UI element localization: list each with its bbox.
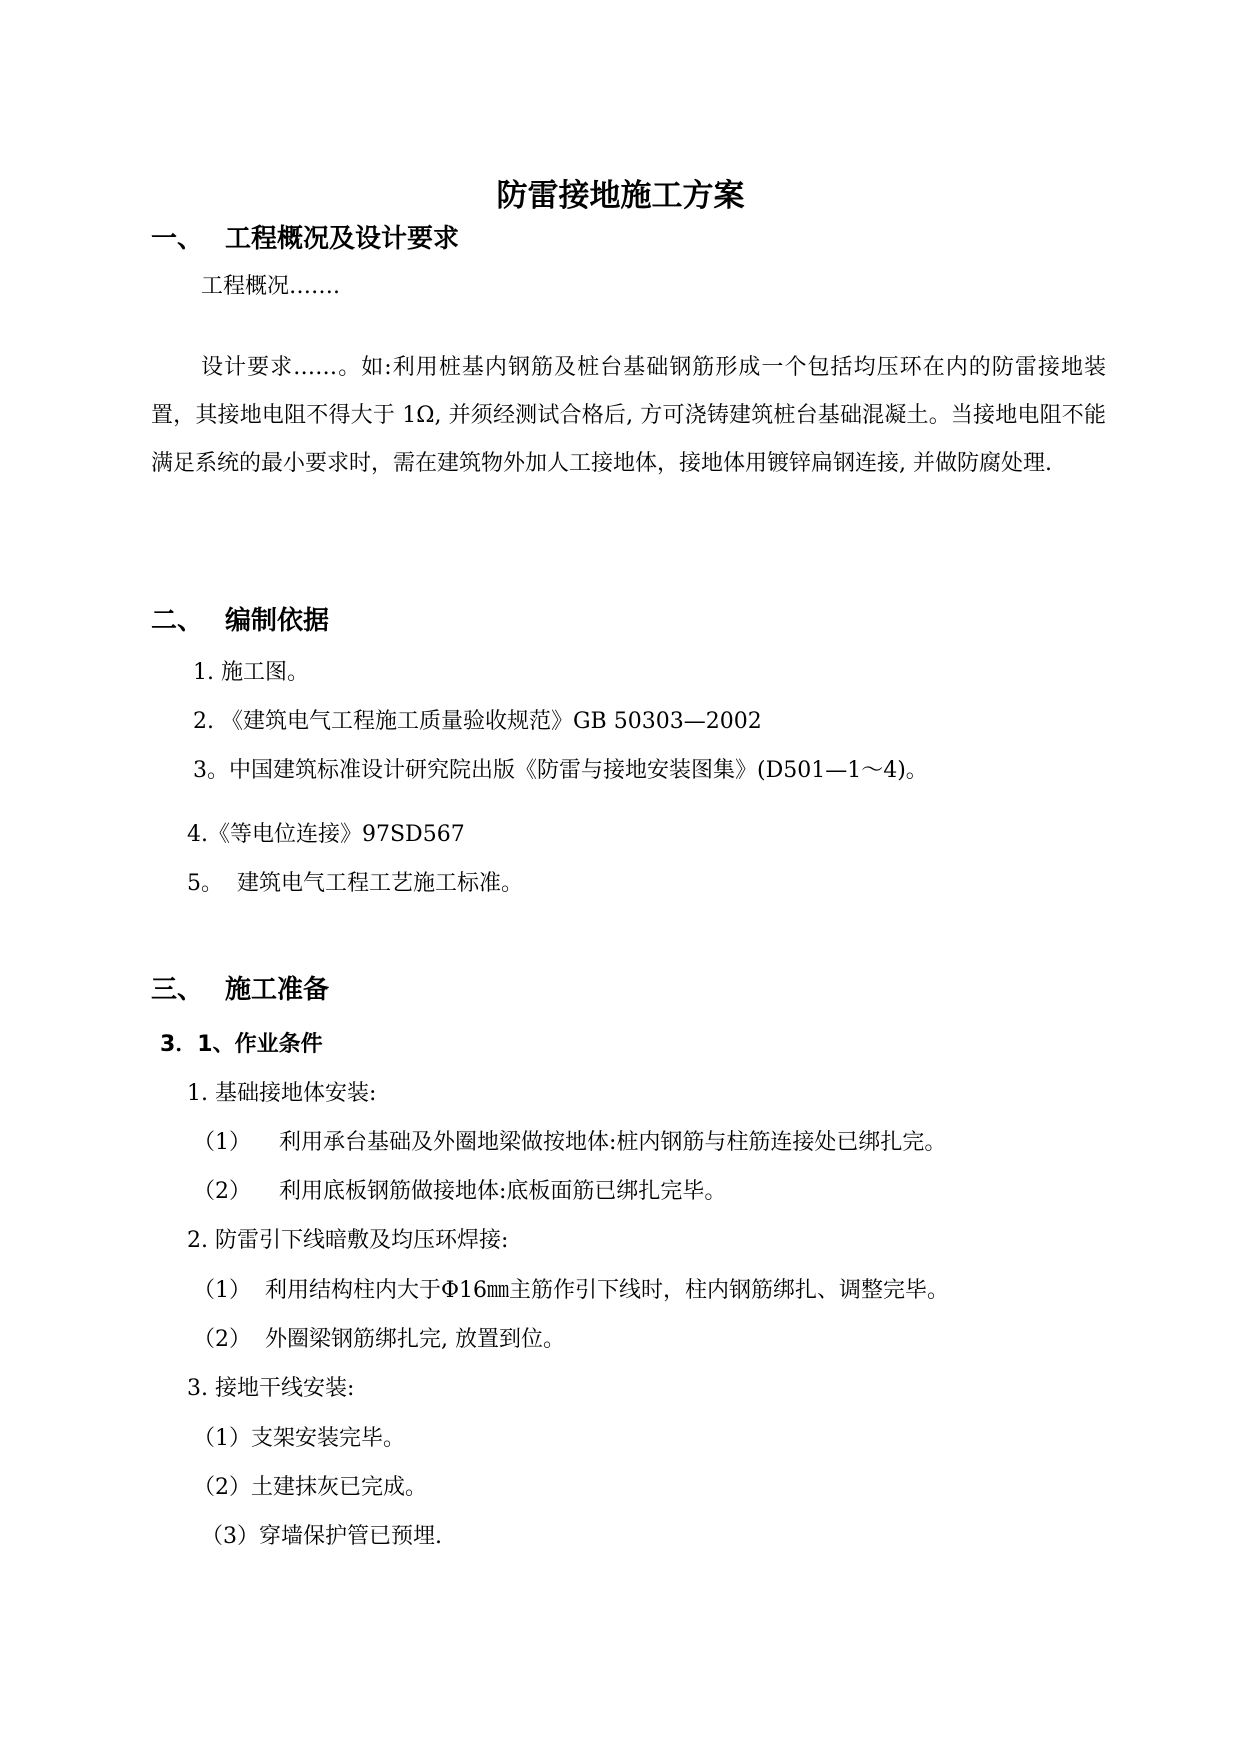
design-requirements-paragraph: 设计要求……。如:利用桩基内钢筋及桩台基础钢筋形成一个包括均压环在内的防雷接地装置，其接地电阻不得大于 1Ω, 并须经测试合格后, 方可浇铸建筑桩台基础混凝土。当接地电阻不能满足系统的最小要求时，需在建筑物外加人工接地体，接地体用镀锌扁钢连接, 并做防腐处理. bbox=[151, 355, 1106, 476]
basis-item-1: 1. 施工图。 bbox=[193, 660, 309, 685]
section-2-number: 二、 bbox=[151, 606, 204, 636]
condition-item-1-1: （1） 利用承台基础及外圈地梁做按地体:桩内钢筋与柱筋连接处已绑扎完。 bbox=[193, 1130, 947, 1155]
section-3-title: 施工准备 bbox=[225, 975, 330, 1005]
condition-item-2: 2. 防雷引下线暗敷及均压环焊接: bbox=[187, 1228, 509, 1253]
overview-text: 工程概况……. bbox=[201, 274, 340, 299]
condition-item-2-1: （1） 利用结构柱内大于Φ16㎜主筋作引下线时，柱内钢筋绑扎、调整完毕。 bbox=[193, 1278, 950, 1303]
document-title: 防雷接地施工方案 bbox=[496, 178, 745, 214]
condition-item-3-2: （2）土建抹灰已完成。 bbox=[193, 1475, 427, 1500]
condition-item-1: 1. 基础接地体安装: bbox=[187, 1081, 377, 1106]
basis-item-2: 2. 《建筑电气工程施工质量验收规范》GB 50303—2002 bbox=[193, 709, 762, 734]
basis-item-5: 5。 建筑电气工程工艺施工标准。 bbox=[187, 871, 523, 896]
condition-item-3-3: （3）穿墙保护管已预埋. bbox=[201, 1524, 442, 1549]
section-3-number: 三、 bbox=[151, 975, 204, 1005]
section-2-heading bbox=[151, 604, 751, 638]
condition-item-2-2: （2） 外圈梁钢筋绑扎完, 放置到位。 bbox=[193, 1327, 565, 1352]
section-1-title: 工程概况及设计要求 bbox=[225, 224, 460, 254]
section-1-heading bbox=[151, 222, 751, 256]
condition-item-3-1: （1）支架安装完毕。 bbox=[193, 1426, 405, 1451]
condition-item-3: 3. 接地干线安装: bbox=[187, 1376, 355, 1401]
section-1-number: 一、 bbox=[151, 224, 204, 254]
basis-item-4: 4.《等电位连接》97SD567 bbox=[187, 822, 465, 847]
subsection-3-1-heading: 3．1、作业条件 bbox=[160, 1032, 323, 1057]
section-3-heading bbox=[151, 973, 751, 1007]
condition-item-1-2: （2） 利用底板钢筋做接地体:底板面筋已绑扎完毕。 bbox=[193, 1179, 727, 1204]
section-2-title: 编制依据 bbox=[225, 606, 330, 636]
basis-item-3: 3。中国建筑标准设计研究院出版《防雷与接地安装图集》(D501—1～4)。 bbox=[193, 758, 928, 783]
